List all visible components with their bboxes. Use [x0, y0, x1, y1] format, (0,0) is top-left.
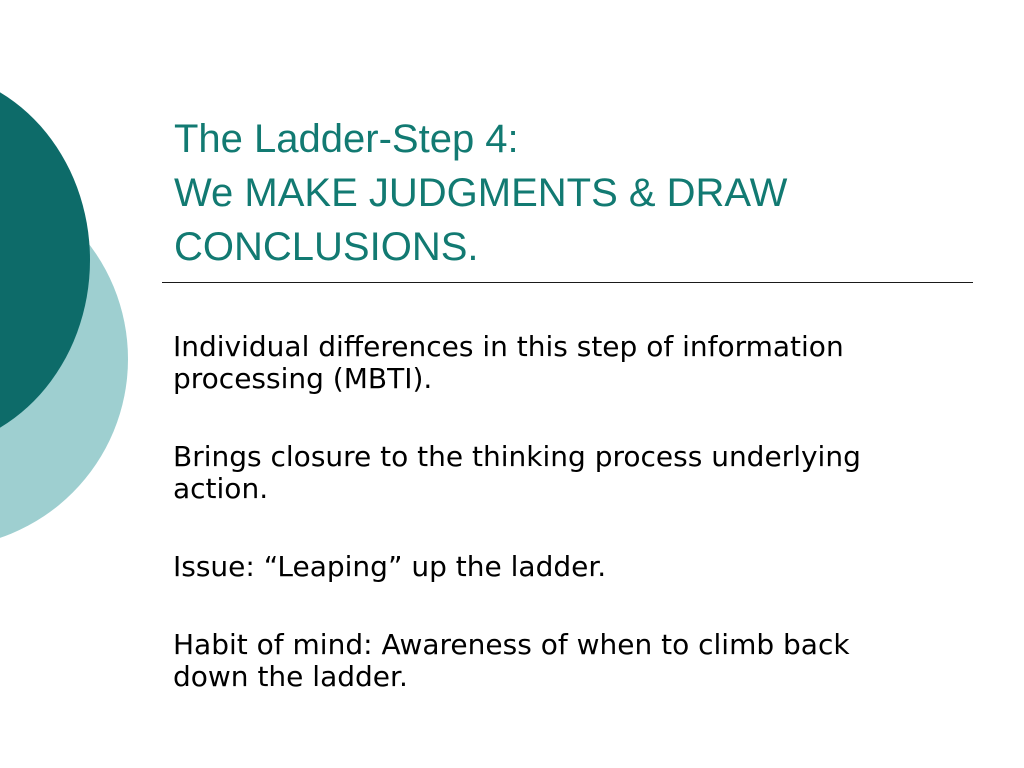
title-line-1: The Ladder-Step 4:	[174, 117, 519, 161]
title-line-2: We MAKE JUDGMENTS & DRAW	[174, 171, 788, 215]
paragraph-habit-of-mind: Habit of mind: Awareness of when to climb back down the ladder.	[173, 628, 850, 693]
title-divider	[162, 282, 973, 283]
paragraph-individual-differences: Individual differences in this step of information processing (MBTI).	[173, 330, 844, 395]
paragraph-brings-closure: Brings closure to the thinking process underlying action.	[173, 440, 861, 505]
slide-body	[173, 331, 933, 739]
slide-title	[174, 112, 974, 274]
paragraph-issue-leaping: Issue: “Leaping” up the ladder.	[173, 550, 607, 583]
title-line-3: CONCLUSIONS.	[174, 225, 479, 269]
